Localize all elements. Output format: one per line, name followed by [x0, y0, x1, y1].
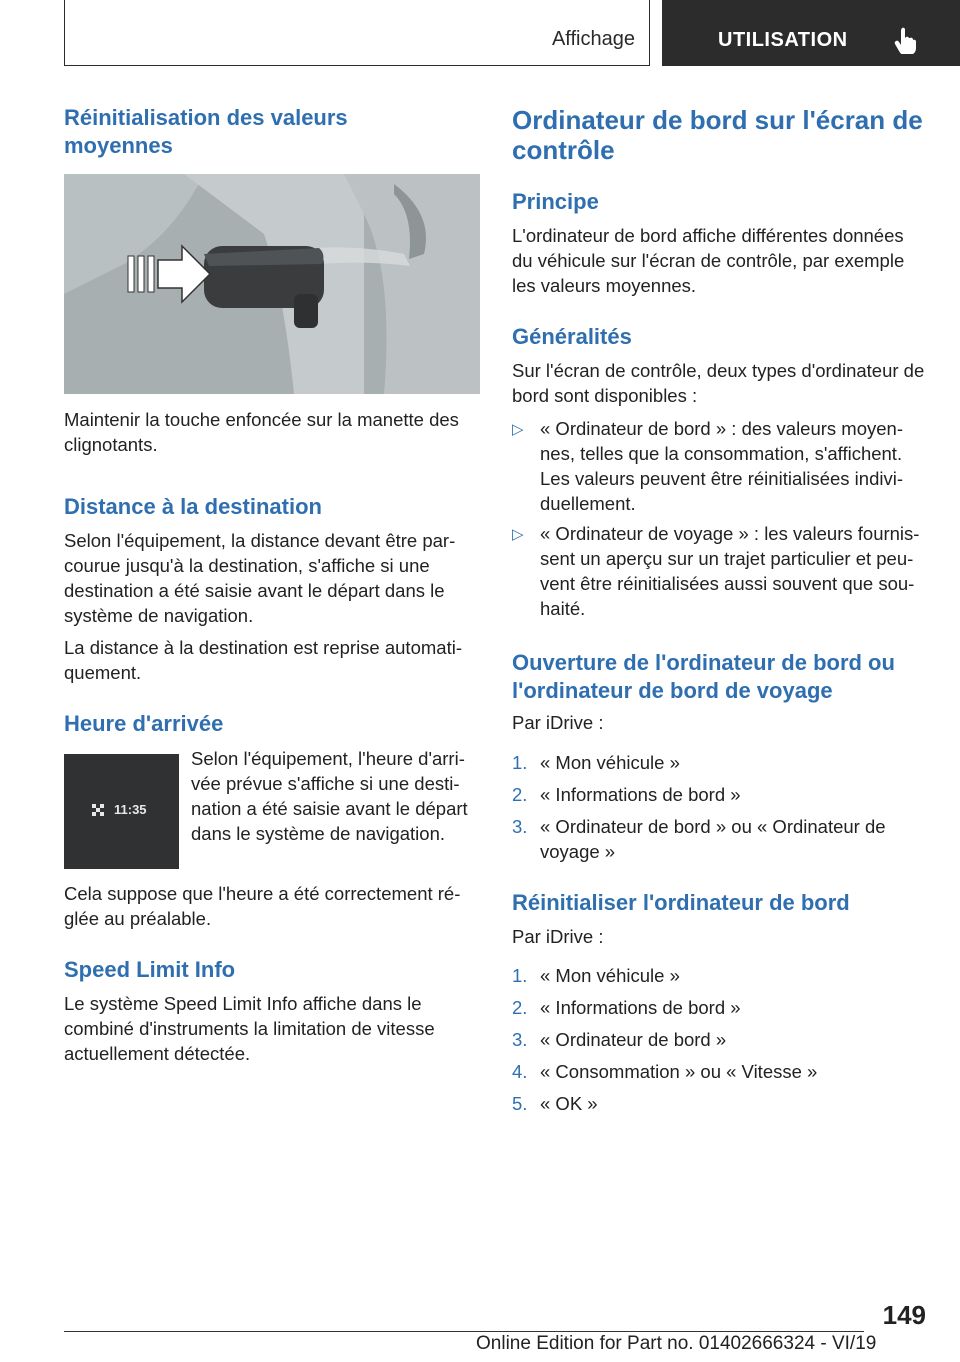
- bullet-triangle-icon: ▷: [512, 526, 524, 543]
- reset-step-text: « Consommation » ou « Vitesse »: [540, 1061, 818, 1082]
- reset-step-number: 4.: [512, 1061, 528, 1082]
- heading-reset-computer: Réinitialiser l'ordinateur de bord: [512, 890, 850, 915]
- open-step-number: 1.: [512, 752, 528, 773]
- chapter-label: UTILISATION: [718, 29, 848, 51]
- turn-signal-lever-photo: [64, 174, 480, 394]
- principle-paragraph: L'ordinateur de bord affiche différentes données du véhicule sur l'écran de contrôle, par exemple les valeurs moyennes.: [512, 225, 905, 296]
- speed-limit-paragraph: Le système Speed Limit Info affiche dans le combiné d'instruments la limitation de vitesse actuellement détectée.: [64, 993, 435, 1064]
- distance-paragraph-2: La distance à la destination est reprise automatiquement.: [64, 637, 462, 683]
- reset-step-number: 2.: [512, 997, 528, 1018]
- open-step-number: 2.: [512, 784, 528, 805]
- heading-distance: Distance à la destination: [64, 494, 322, 519]
- distance-paragraph-1: Selon l'équipement, la distance devant être parcourue jusqu'à la destination, s'affiche si une destination a été saisie avant le départ dans le système de navigation.: [64, 530, 456, 626]
- arrival-paragraph-1: Selon l'équipement, l'heure d'arrivée prévue s'affiche si une destination a été saisie avant le départ dans le système de navigation.: [191, 748, 468, 844]
- heading-open-computer: Ouverture de l'ordinateur de bord ou l'ordinateur de bord de voyage: [512, 650, 895, 703]
- heading-arrival: Heure d'arrivée: [64, 711, 224, 736]
- page-number: 149: [882, 1300, 926, 1330]
- reset-step-number: 5.: [512, 1093, 528, 1114]
- general-bullet-2: « Ordinateur de voyage » : les valeurs fournissent un aperçu sur un trajet particulier et peuvent être réinitialisées aussi souvent que souhaité.: [540, 523, 920, 619]
- open-intro: Par iDrive :: [512, 712, 604, 733]
- heading-principle: Principe: [512, 189, 599, 214]
- header-section-label: Affichage: [551, 28, 635, 50]
- photo-caption: Maintenir la touche enfoncée sur la manette des clignotants.: [64, 409, 459, 455]
- heading-general: Généralités: [512, 324, 632, 349]
- reset-step-text: « OK »: [540, 1093, 598, 1114]
- general-bullet-1: « Ordinateur de bord » : des valeurs moyennes, telles que la consommation, s'affichent. Les valeurs peuvent être réinitialisées individuellement.: [540, 418, 904, 514]
- heading-speed-limit: Speed Limit Info: [64, 957, 236, 982]
- header-section-box: [64, 0, 650, 66]
- arrival-time-value: 11:35: [114, 802, 147, 817]
- open-step-text: « Informations de bord »: [540, 784, 741, 805]
- checkered-flag-icon: [92, 804, 104, 816]
- arrival-time-display: [64, 754, 179, 869]
- heading-onboard-computer: Ordinateur de bord sur l'écran de contrôle: [512, 105, 923, 165]
- open-step-text: « Ordinateur de bord » ou « Ordinateur de voyage »: [540, 816, 886, 862]
- reset-step-text: « Mon véhicule »: [540, 965, 680, 986]
- general-paragraph: Sur l'écran de contrôle, deux types d'ordinateur de bord sont disponibles :: [512, 360, 925, 406]
- reset-step-text: « Ordinateur de bord »: [540, 1029, 727, 1050]
- open-step-number: 3.: [512, 816, 528, 837]
- edition-note: Online Edition for Part no. 01402666324 - VI/19: [476, 1333, 877, 1354]
- reset-intro: Par iDrive :: [512, 926, 604, 947]
- reset-step-number: 3.: [512, 1029, 528, 1050]
- footer-divider: [64, 1331, 864, 1332]
- heading-reset-averages: Réinitialisation des valeurs moyennes: [64, 105, 348, 158]
- chapter-tab: [662, 0, 960, 66]
- hand-pointer-icon: [894, 26, 918, 54]
- arrival-paragraph-2: Cela suppose que l'heure a été correctement réglée au préalable.: [64, 883, 461, 929]
- reset-step-text: « Informations de bord »: [540, 997, 741, 1018]
- open-step-text: « Mon véhicule »: [540, 752, 680, 773]
- reset-step-number: 1.: [512, 965, 528, 986]
- bullet-triangle-icon: ▷: [512, 421, 524, 438]
